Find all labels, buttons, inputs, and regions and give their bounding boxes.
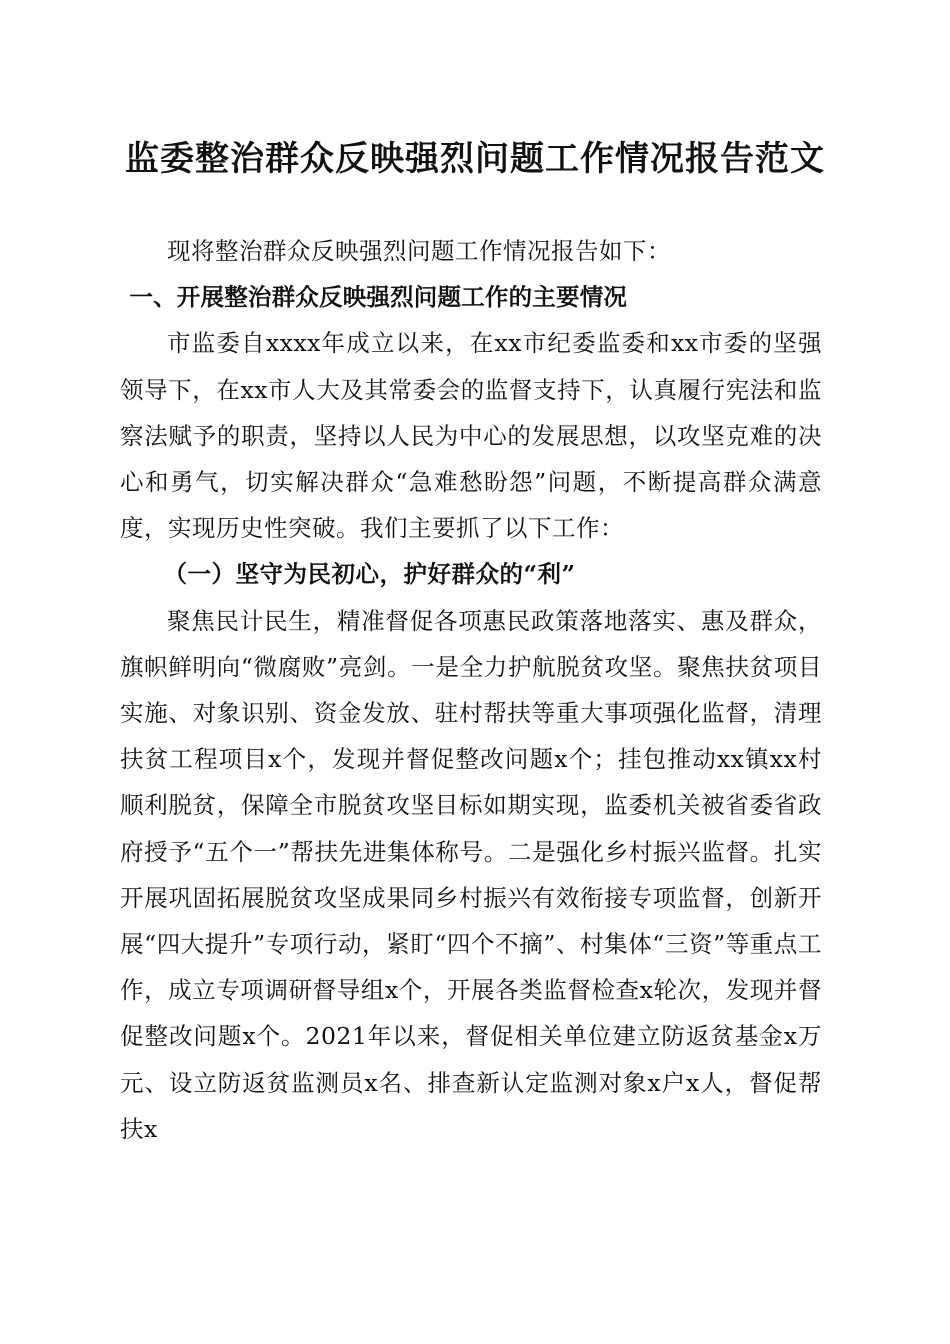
section-heading: 一、开展整治群众反映强烈问题工作的主要情况: [129, 283, 628, 312]
intro-paragraph: 现将整治群众反映强烈问题工作情况报告如下：: [167, 237, 671, 265]
section-paragraph: 市监委自xxxx年成立以来，在xx市纪委监委和xx市委的坚强领导下，在xx市人大及其常委会的监督支持下，认真履行宪法和监察法赋予的职责，坚持以人民为中心的发展思想，以攻坚克难的决心和勇气，切实解决群众“急难愁盼怨”问题，不断提高群众满意度，实现历史性突破。我们主要抓了以下工作：: [120, 329, 822, 543]
document-body: [120, 228, 822, 1152]
document-title: 监委整治群众反映强烈问题工作情况报告范文: [125, 139, 825, 179]
subsection-heading: （一）坚守为民初心，护好群众的“利”: [163, 560, 576, 589]
subsection-paragraph: 聚焦民计民生，精准督促各项惠民政策落地落实、惠及群众，旗帜鲜明向“微腐败”亮剑。一是全力护航脱贫攻坚。聚焦扶贫项目实施、对象识别、资金发放、驻村帮扶等重大事项强化监督，清理扶贫工程项目x个，发现并督促整改问题x个；挂包推动xx镇xx村顺利脱贫，保障全市脱贫攻坚目标如期实现，监委机关被省委省政府授予“五个一”帮扶先进集体称号。二是强化乡村振兴监督。扎实开展巩固拓展脱贫攻坚成果同乡村振兴有效衔接专项监督，创新开展“四大提升”专项行动，紧盯“四个不摘”、村集体“三资”等重点工作，成立专项调研督导组x个，开展各类监督检查x轮次，发现并督促整改问题x个。2021年以来，督促相关单位建立防返贫基金x万元、设立防返贫监测员x名、排查新认定监测对象x户x人，督促帮扶x: [120, 606, 822, 1143]
